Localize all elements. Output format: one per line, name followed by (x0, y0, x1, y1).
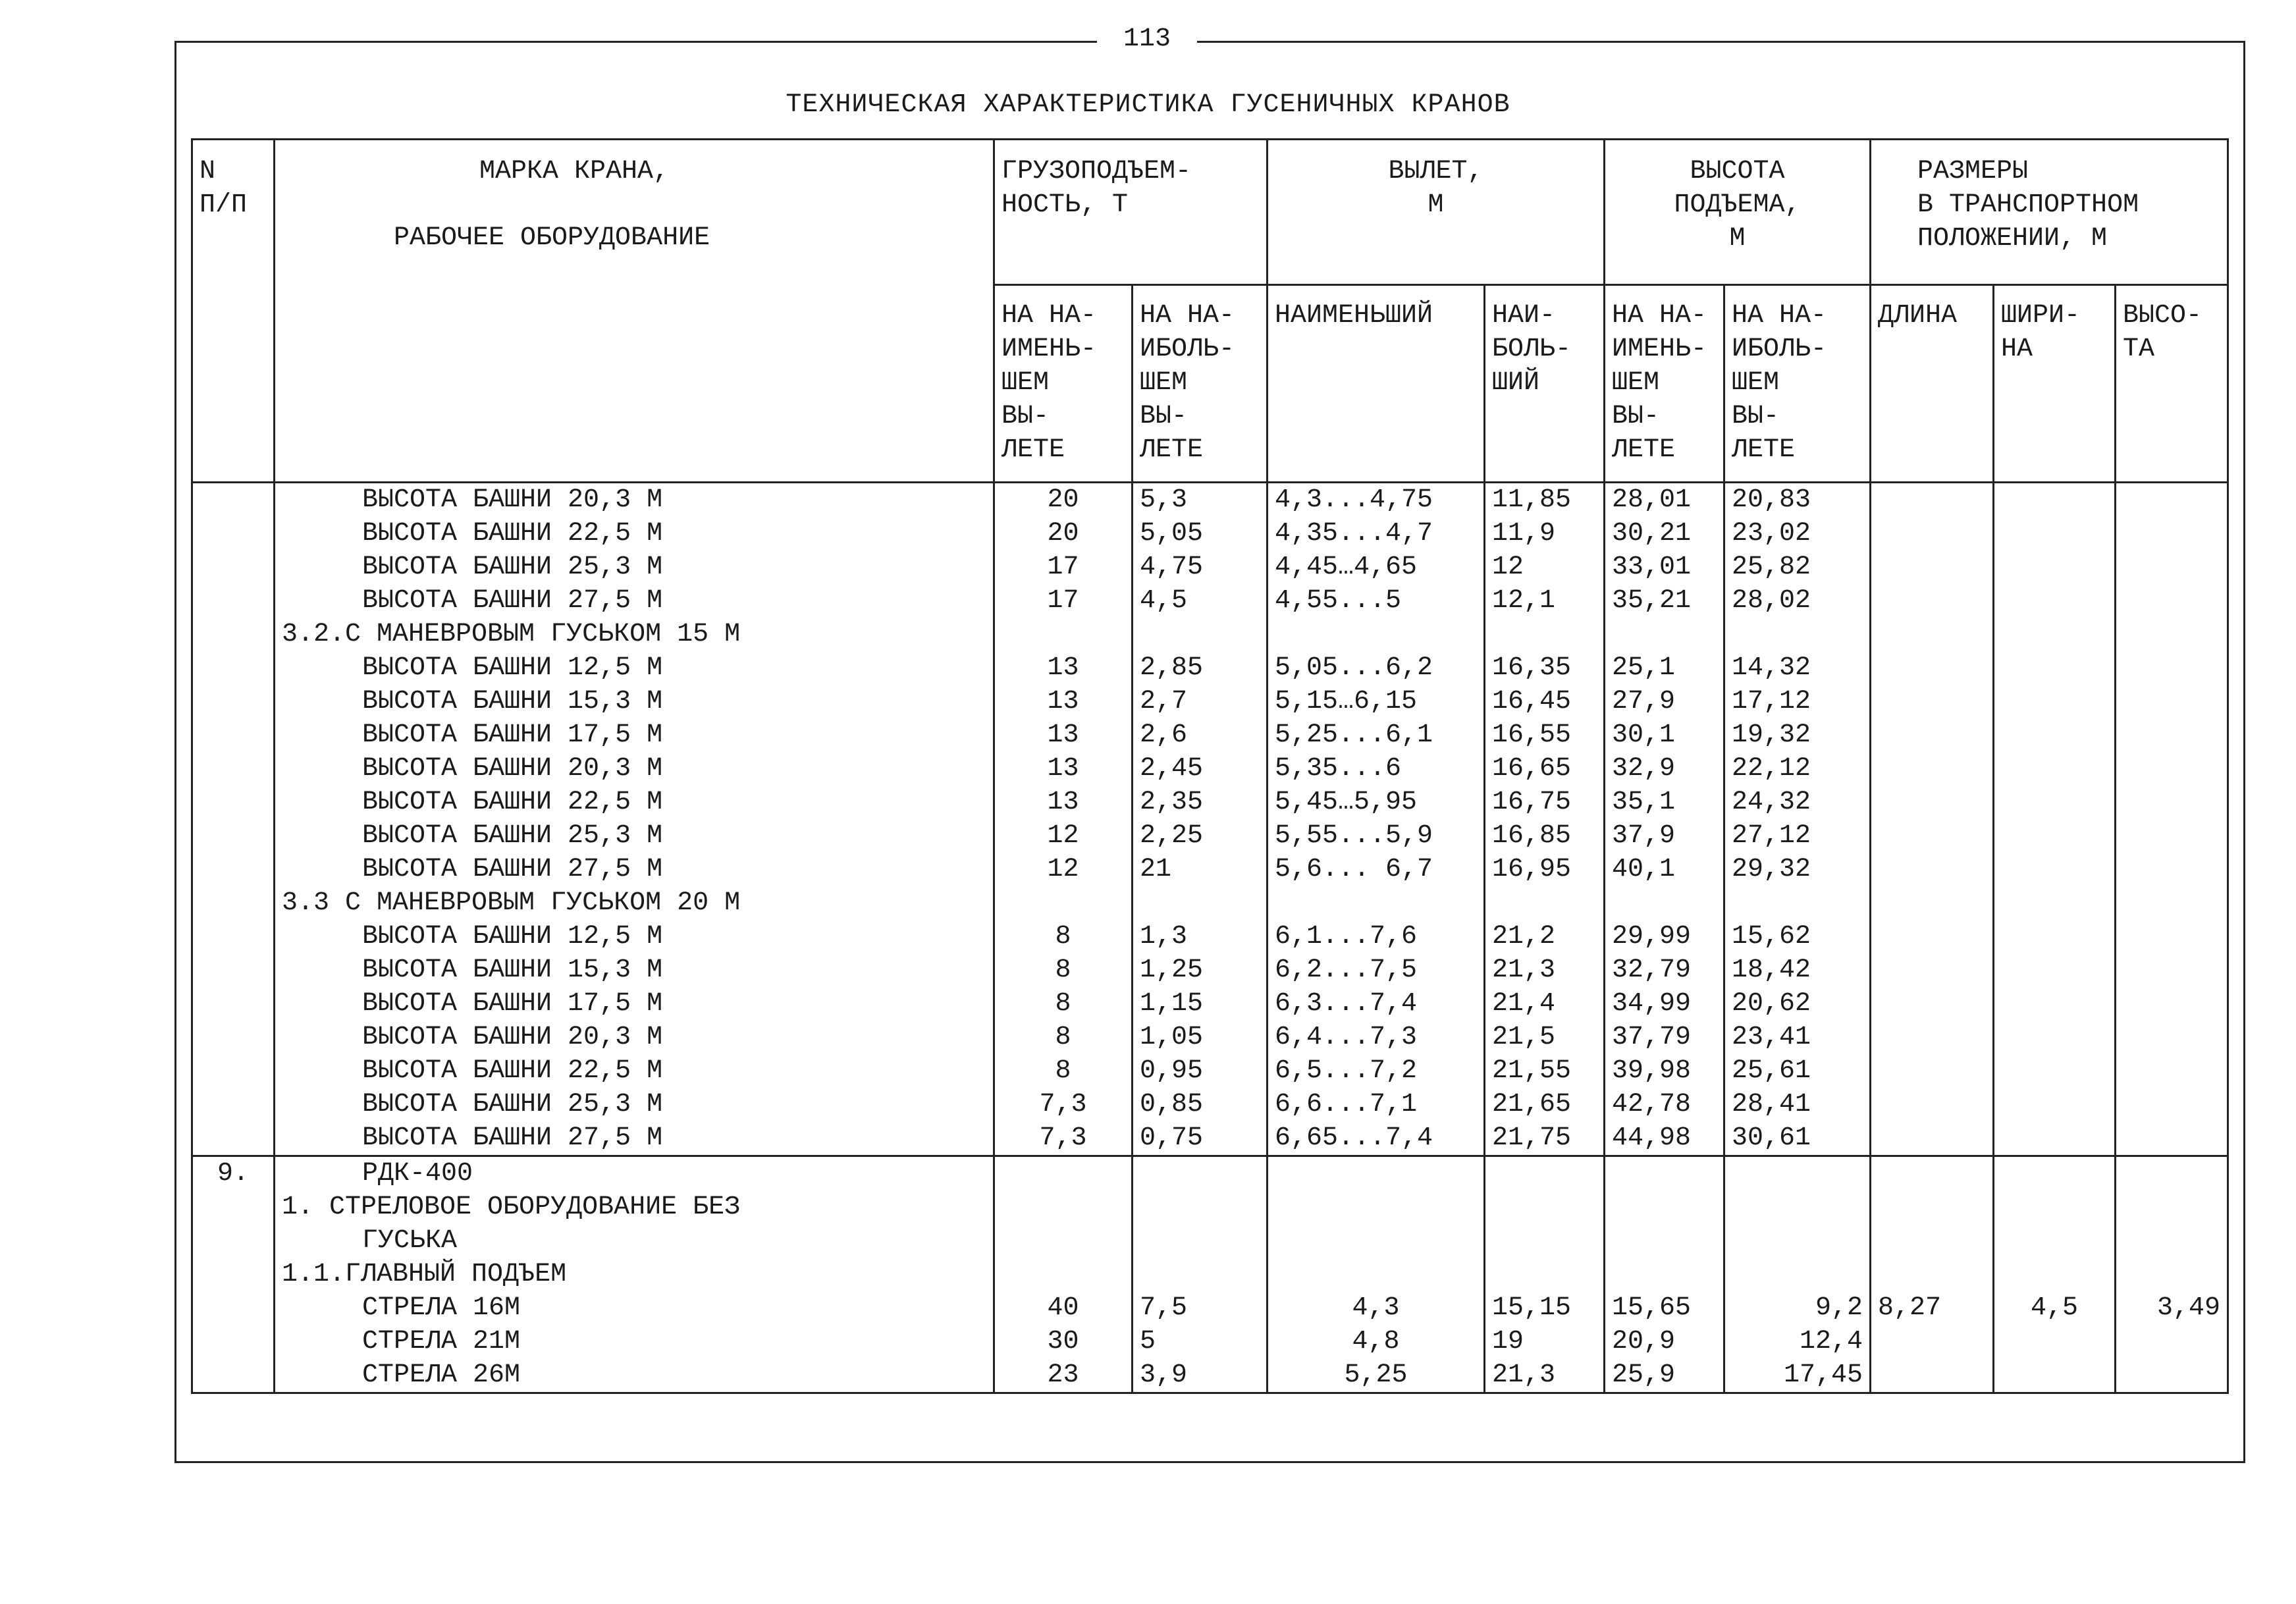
row-value: 4,3...4,75 (1275, 485, 1433, 515)
section-row (192, 483, 2228, 1156)
row-value (2001, 1190, 2108, 1224)
row-value: 17,45 (1783, 1360, 1863, 1390)
header-cap-min-reach: НА НА- ИМЕНЬ- ШЕМ ВЫ- ЛЕТЕ (994, 285, 1133, 483)
row-value (1612, 618, 1717, 651)
row-number (192, 483, 275, 1156)
row-label: ВЫСОТА БАШНИ 27,5 М (362, 855, 663, 884)
row-label: ВЫСОТА БАШНИ 27,5 М (362, 586, 663, 616)
header-transport-size: РАЗМЕРЫ В ТРАНСПОРТНОМ ПОЛОЖЕНИИ, М (1871, 140, 2228, 285)
row-value (1140, 618, 1260, 651)
row-value: 21 (1140, 855, 1172, 884)
row-value: 5,35...6 (1275, 754, 1402, 784)
row-value: 6,3...7,4 (1275, 989, 1418, 1019)
width-cell (1994, 1156, 2116, 1393)
row-value (1492, 886, 1597, 920)
row-label: 3.2.С МАНЕВРОВЫМ ГУСЬКОМ 15 М (282, 620, 741, 649)
row-label: ВЫСОТА БАШНИ 25,3 М (362, 1090, 663, 1119)
row-value (1492, 1190, 1597, 1224)
row-value: 7,3 (1039, 1123, 1087, 1153)
row-value: 21,75 (1492, 1123, 1572, 1153)
row-value: 13 (1047, 720, 1079, 750)
row-value: 16,55 (1492, 720, 1572, 750)
row-value: 8 (1055, 1056, 1071, 1086)
row-value: 37,79 (1612, 1023, 1692, 1052)
section-row (192, 1156, 2228, 1393)
row-value: 33,01 (1612, 552, 1692, 582)
row-value (1492, 1157, 1597, 1190)
cap-min-cell (994, 483, 1133, 1156)
row-value: 4,3 (1352, 1293, 1400, 1323)
row-value: 12 (1047, 855, 1079, 884)
row-value (1732, 1190, 1863, 1224)
header-brand-line2: РАБОЧЕЕ ОБОРУДОВАНИЕ (394, 223, 710, 253)
header-width: ШИРИ- НА (1994, 285, 2116, 483)
row-value (1001, 618, 1125, 651)
reach-min-cell (1268, 483, 1485, 1156)
row-value: 17 (1047, 552, 1079, 582)
row-value (2001, 1224, 2108, 1258)
row-label: ВЫСОТА БАШНИ 15,3 М (362, 955, 663, 985)
row-label: ВЫСОТА БАШНИ 20,3 М (362, 485, 663, 515)
row-value: 3,49 (2157, 1293, 2221, 1323)
row-value: 2,25 (1140, 821, 1204, 851)
row-value: 16,45 (1492, 687, 1572, 716)
row-value (1275, 1157, 1477, 1190)
row-value (1732, 1258, 1863, 1291)
header-height-min-reach: НА НА- ИМЕНЬ- ШЕМ ВЫ- ЛЕТЕ (1605, 285, 1724, 483)
row-value: 23 (1047, 1360, 1079, 1390)
row-value (1140, 1258, 1260, 1291)
row-value (1878, 1190, 1986, 1224)
row-label: ВЫСОТА БАШНИ 22,5 М (362, 519, 663, 548)
row-value: 1,3 (1140, 922, 1188, 951)
row-value: 2,7 (1140, 687, 1188, 716)
row-value (2001, 1258, 2108, 1291)
row-value (2123, 1224, 2220, 1258)
row-value: 13 (1047, 754, 1079, 784)
crane-specs-table (191, 138, 2229, 1394)
row-value: 17 (1047, 586, 1079, 616)
row-value: 21,4 (1492, 989, 1556, 1019)
row-value: 2,45 (1140, 754, 1204, 784)
row-value: 21,2 (1492, 922, 1556, 951)
row-value: 7,3 (1039, 1090, 1087, 1119)
row-value: 21,65 (1492, 1090, 1572, 1119)
row-value: 30 (1047, 1327, 1079, 1356)
row-value (2123, 1325, 2220, 1358)
row-value: 18,42 (1732, 955, 1811, 985)
row-value: 12 (1492, 552, 1524, 582)
header-reach: ВЫЛЕТ, М (1268, 140, 1605, 285)
length-cell (1871, 483, 1994, 1156)
row-value: 3,9 (1140, 1360, 1188, 1390)
transport-height-cell (2116, 1156, 2228, 1393)
row-value: 29,32 (1732, 855, 1811, 884)
cap-max-cell (1133, 483, 1268, 1156)
row-value: 22,12 (1732, 754, 1811, 784)
row-value (1612, 886, 1717, 920)
row-label: ВЫСОТА БАШНИ 17,5 М (362, 720, 663, 750)
row-value: 39,98 (1612, 1056, 1692, 1086)
row-value: 30,1 (1612, 720, 1676, 750)
row-value: 35,1 (1612, 788, 1676, 817)
row-value: 21,3 (1492, 955, 1556, 985)
row-value (1878, 1358, 1986, 1392)
row-value: 25,1 (1612, 653, 1676, 683)
row-value: 5,25 (1344, 1360, 1408, 1390)
row-value: 2,6 (1140, 720, 1188, 750)
transport-height-cell (2116, 483, 2228, 1156)
row-label: ВЫСОТА БАШНИ 12,5 М (362, 922, 663, 951)
row-value: 29,99 (1612, 922, 1692, 951)
row-label: 1. СТРЕЛОВОЕ ОБОРУДОВАНИЕ БЕЗ (282, 1192, 741, 1222)
row-value: 25,82 (1732, 552, 1811, 582)
row-value: 16,35 (1492, 653, 1572, 683)
row-label: РДК-400 (362, 1159, 473, 1189)
row-value: 4,5 (2031, 1293, 2079, 1323)
row-label: ГУСЬКА (362, 1226, 458, 1256)
row-value (2001, 1358, 2108, 1392)
row-value: 6,2...7,5 (1275, 955, 1418, 985)
header-num: N П/П (192, 140, 275, 483)
row-value: 4,8 (1352, 1327, 1400, 1356)
row-value (1612, 1224, 1717, 1258)
row-label: 3.3 С МАНЕВРОВЫМ ГУСЬКОМ 20 М (282, 888, 741, 918)
row-value: 44,98 (1612, 1123, 1692, 1153)
row-value: 5,15…6,15 (1275, 687, 1418, 716)
row-value: 32,79 (1612, 955, 1692, 985)
row-value: 11,85 (1492, 485, 1572, 515)
row-value: 8 (1055, 1023, 1071, 1052)
row-label: ВЫСОТА БАШНИ 12,5 М (362, 653, 663, 683)
row-value: 1,25 (1140, 955, 1204, 985)
row-value: 19 (1492, 1327, 1524, 1356)
header-brand (275, 140, 994, 483)
header-transport-height: ВЫСО- ТА (2116, 285, 2228, 483)
row-value: 5,55...5,9 (1275, 821, 1433, 851)
row-value: 0,95 (1140, 1056, 1204, 1086)
row-value (1275, 1224, 1477, 1258)
row-value: 5,05...6,2 (1275, 653, 1433, 683)
row-value (1001, 1157, 1125, 1190)
row-value: 21,3 (1492, 1360, 1556, 1390)
row-value: 42,78 (1612, 1090, 1692, 1119)
row-value: 11,9 (1492, 519, 1556, 548)
row-value: 30,21 (1612, 519, 1692, 548)
row-value: 25,9 (1612, 1360, 1676, 1390)
row-value: 16,85 (1492, 821, 1572, 851)
row-label: СТРЕЛА 21М (362, 1327, 521, 1356)
row-value: 15,62 (1732, 922, 1811, 951)
row-value: 6,6...7,1 (1275, 1090, 1418, 1119)
row-value (2123, 1358, 2220, 1392)
row-value: 14,32 (1732, 653, 1811, 683)
row-label: ВЫСОТА БАШНИ 25,3 М (362, 821, 663, 851)
label-cell (275, 483, 994, 1156)
row-value: 4,35...4,7 (1275, 519, 1433, 548)
row-value: 6,5...7,2 (1275, 1056, 1418, 1086)
row-value: 12,1 (1492, 586, 1556, 616)
row-value: 5,3 (1140, 485, 1188, 515)
row-value: 16,75 (1492, 788, 1572, 817)
row-value: 7,5 (1140, 1293, 1188, 1323)
height-min-cell (1605, 1156, 1724, 1393)
row-value (1878, 1224, 1986, 1258)
row-value: 20,62 (1732, 989, 1811, 1019)
row-value (1140, 1224, 1260, 1258)
row-label: ВЫСОТА БАШНИ 20,3 М (362, 754, 663, 784)
row-value: 20,9 (1612, 1327, 1676, 1356)
row-value: 12,4 (1800, 1327, 1863, 1356)
row-value: 34,99 (1612, 989, 1692, 1019)
row-label: ВЫСОТА БАШНИ 25,3 М (362, 552, 663, 582)
row-value: 8 (1055, 989, 1071, 1019)
label-cell (275, 1156, 994, 1393)
row-value (1275, 1258, 1477, 1291)
row-value (2001, 1325, 2108, 1358)
row-value: 4,55...5 (1275, 586, 1402, 616)
row-value: 6,65...7,4 (1275, 1123, 1433, 1153)
row-value: 8,27 (1878, 1293, 1942, 1323)
row-value: 12 (1047, 821, 1079, 851)
row-value: 5,45…5,95 (1275, 788, 1418, 817)
row-value: 5,25...6,1 (1275, 720, 1433, 750)
cap-min-cell (994, 1156, 1133, 1393)
row-value: 35,21 (1612, 586, 1692, 616)
row-value: 28,01 (1612, 485, 1692, 515)
row-value: 4,45…4,65 (1275, 552, 1418, 582)
row-value (2123, 1190, 2220, 1224)
reach-max-cell (1485, 483, 1605, 1156)
row-value (2001, 1157, 2108, 1190)
row-value (1275, 618, 1477, 651)
row-value: 13 (1047, 653, 1079, 683)
row-value: 20 (1047, 519, 1079, 548)
row-value (1732, 618, 1863, 651)
height-max-cell (1724, 1156, 1871, 1393)
row-value: 2,35 (1140, 788, 1204, 817)
row-value (1878, 1157, 1986, 1190)
row-value (1001, 1224, 1125, 1258)
row-value: 19,32 (1732, 720, 1811, 750)
row-label: 1.1.ГЛАВНЫЙ ПОДЪЕМ (282, 1260, 567, 1289)
cap-max-cell (1133, 1156, 1268, 1393)
row-value: 27,9 (1612, 687, 1676, 716)
row-value: 16,95 (1492, 855, 1572, 884)
row-value: 9,2 (1815, 1293, 1863, 1323)
row-value: 40,1 (1612, 855, 1676, 884)
row-value: 16,65 (1492, 754, 1572, 784)
header-cap-max-reach: НА НА- ИБОЛЬ- ШЕМ ВЫ- ЛЕТЕ (1133, 285, 1268, 483)
row-value: 1,05 (1140, 1023, 1204, 1052)
header-capacity: ГРУЗОПОДЪЕМ- НОСТЬ, Т (994, 140, 1268, 285)
row-label: ВЫСОТА БАШНИ 20,3 М (362, 1023, 663, 1052)
row-value: 4,75 (1140, 552, 1204, 582)
row-value: 40 (1047, 1293, 1079, 1323)
row-value (1612, 1157, 1717, 1190)
header-length: ДЛИНА (1871, 285, 1994, 483)
row-value (1275, 886, 1477, 920)
row-label: СТРЕЛА 26М (362, 1360, 521, 1390)
row-value (1878, 1258, 1986, 1291)
row-value (1140, 886, 1260, 920)
row-value (1612, 1190, 1717, 1224)
row-number: 9. (192, 1156, 275, 1393)
header-brand-line1: МАРКА КРАНА, (479, 157, 670, 186)
page-number: 113 (1097, 20, 1197, 59)
height-max-cell (1724, 483, 1871, 1156)
length-cell (1871, 1156, 1994, 1393)
row-value (1612, 1258, 1717, 1291)
row-value (2123, 1258, 2220, 1291)
row-value: 30,61 (1732, 1123, 1811, 1153)
header-lift-height: ВЫСОТА ПОДЪЕМА, М (1605, 140, 1871, 285)
row-value (2123, 1157, 2220, 1190)
row-label: ВЫСОТА БАШНИ 22,5 М (362, 1056, 663, 1086)
row-value: 4,5 (1140, 586, 1188, 616)
row-value: 21,5 (1492, 1023, 1556, 1052)
row-label: ВЫСОТА БАШНИ 15,3 М (362, 687, 663, 716)
row-value: 15,65 (1612, 1293, 1692, 1323)
row-value: 0,75 (1140, 1123, 1204, 1153)
row-value: 25,61 (1732, 1056, 1811, 1086)
row-value: 28,41 (1732, 1090, 1811, 1119)
row-value: 27,12 (1732, 821, 1811, 851)
row-value: 1,15 (1140, 989, 1204, 1019)
row-value (1001, 1190, 1125, 1224)
row-value: 8 (1055, 955, 1071, 985)
row-value (1001, 886, 1125, 920)
height-min-cell (1605, 483, 1724, 1156)
row-label: ВЫСОТА БАШНИ 17,5 М (362, 989, 663, 1019)
row-value: 20 (1047, 485, 1079, 515)
row-value: 5,05 (1140, 519, 1204, 548)
row-value: 37,9 (1612, 821, 1676, 851)
reach-max-cell (1485, 1156, 1605, 1393)
row-value: 24,32 (1732, 788, 1811, 817)
width-cell (1994, 483, 2116, 1156)
page-title: ТЕХНИЧЕСКАЯ ХАРАКТЕРИСТИКА ГУСЕНИЧНЫХ КРАНОВ (786, 90, 1510, 120)
row-value: 6,4...7,3 (1275, 1023, 1418, 1052)
row-value (1275, 1190, 1477, 1224)
row-value (1492, 1258, 1597, 1291)
header-reach-max: НАИ- БОЛЬ- ШИЙ (1485, 285, 1605, 483)
row-value: 5 (1140, 1327, 1156, 1356)
row-value: 5,6... 6,7 (1275, 855, 1433, 884)
reach-min-cell (1268, 1156, 1485, 1393)
row-value: 23,02 (1732, 519, 1811, 548)
row-value: 8 (1055, 922, 1071, 951)
row-value: 6,1...7,6 (1275, 922, 1418, 951)
row-label: СТРЕЛА 16М (362, 1293, 521, 1323)
row-value: 13 (1047, 788, 1079, 817)
row-label: ВЫСОТА БАШНИ 27,5 М (362, 1123, 663, 1153)
row-value (1492, 618, 1597, 651)
row-value (1492, 1224, 1597, 1258)
row-value: 21,55 (1492, 1056, 1572, 1086)
row-value: 0,85 (1140, 1090, 1204, 1119)
row-value (1001, 1258, 1125, 1291)
row-value: 32,9 (1612, 754, 1676, 784)
row-value (1140, 1190, 1260, 1224)
header-height-max-reach: НА НА- ИБОЛЬ- ШЕМ ВЫ- ЛЕТЕ (1724, 285, 1871, 483)
row-value: 15,15 (1492, 1293, 1572, 1323)
row-value: 2,85 (1140, 653, 1204, 683)
header-reach-min: НАИМЕНЬШИЙ (1268, 285, 1485, 483)
row-value (1732, 1224, 1863, 1258)
row-value: 17,12 (1732, 687, 1811, 716)
row-value: 28,02 (1732, 586, 1811, 616)
row-value: 20,83 (1732, 485, 1811, 515)
row-value: 23,41 (1732, 1023, 1811, 1052)
row-value: 13 (1047, 687, 1079, 716)
row-value (1732, 886, 1863, 920)
row-label: ВЫСОТА БАШНИ 22,5 М (362, 788, 663, 817)
row-value (1732, 1157, 1863, 1190)
row-value (1140, 1157, 1260, 1190)
row-value (1878, 1325, 1986, 1358)
